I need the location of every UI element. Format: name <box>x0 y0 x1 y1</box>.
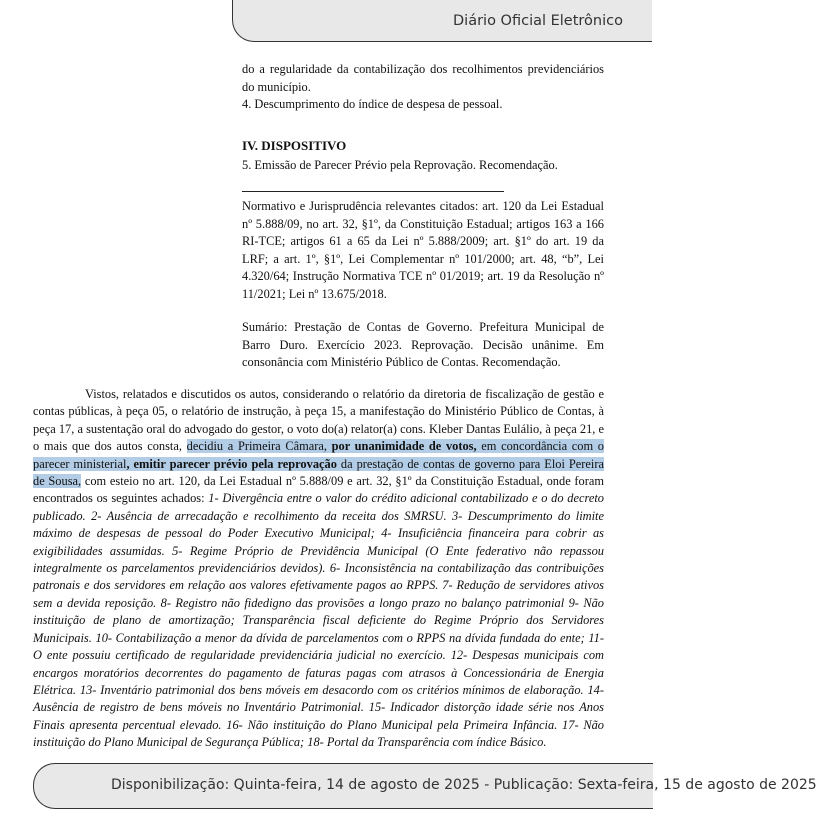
decision-basis: com esteio no art. 120, da Lei Estadual nº 5.888/09 e art. 32, §1º da Constituição Estadual, onde foram encontrados os seguintes achados: <box>33 474 604 506</box>
normativo-paragraph <box>242 198 604 303</box>
decision-paragraph <box>33 386 604 752</box>
highlight-unanimidade: por unanimidade de votos, <box>331 439 477 454</box>
page-header <box>232 0 652 42</box>
highlight-decidiu: decidiu a Primeira Câmara, <box>186 439 332 454</box>
item-4: 4. Descumprimento do índice de despesa de pessoal. <box>242 97 503 111</box>
achados-list: 1- Divergência entre o valor do crédito adicional contabilizado e o do decreto publicado. 2- Ausência de arrecadação e recolhimento da receita dos SMRSU. 3- Descumprimento do limite máximo de despesas de pessoal do Poder Executivo Municipal; 4- Insuficiência financeira para cobrir as exigibilidades assumidas. 5- Regime Próprio de Previdência Municipal (O Ente federativo não repassou integralmente os parcelamentos previdenciários devidos). 6- Inconsistência na contabilização das contribuições patronais e dos servidores em relação aos valores efetivamente pagos ao RPPS. 7- Redução de servidores ativos sem a devida reposição. 8- Registro não fidedigno das provisões a longo prazo no balanço patrimonial 9- Não instituição de plano de amortização; Transparência fiscal deficiente do Regime Próprio dos Servidores Municipais. 10- Contabilização a menor da dívida de parcelamentos com o RPPS na dívida fundada do ente; 11- O ente possuiu certificado de regularidade previdenciária judicial no exercício. 12- Despesas municipais com encargos moratórios decorrentes do pagamento de faturas pagas com atrasos à Concessionária de Energia Elétrica. 13- Inventário patrimonial dos bens móveis em desacordo com os critérios mínimos de elaboração. 14- Ausência de registro de bens móveis no Inventário Patrimonial. 15- Indicador distorção idade série nos Anos Finais apresenta percentual elevado. 16- Não instituição do Plano Municipal pela Primeira Infância. 17- Não instituição do Plano Municipal de Segurança Pública; 18- Portal da Transparência com índice Básico. <box>33 491 604 750</box>
item-5: 5. Emissão de Parecer Prévio pela Reprovação. Recomendação. <box>242 157 558 172</box>
main-decision-text <box>33 386 604 752</box>
decision-intro: Vistos, relatados e discutidos os autos, considerando o relatório da diretoria de fiscalização de gestão e contas públicas, à peça 05, o relatório de instrução, à peça 15, a manifestação do Ministério Público de Contas, à peça 17, a sustentação oral do advogado do gestor, o voto do(a) relator(a) cons. Kleber Dantas Eulálio, à peça 21, e o mais que dos autos consta, <box>33 387 604 454</box>
sumario-text: Sumário: Prestação de Contas de Governo. Prefeitura Municipal de Barro Duro. Exercício 2023. Reprovação. Decisão unânime. Em consonância com Ministério Público de Contas. Recomendação. <box>242 320 604 369</box>
header-title: Diário Oficial Eletrônico <box>453 13 623 29</box>
sumario-paragraph <box>242 319 604 372</box>
page-footer <box>33 763 817 809</box>
highlight-parecer-ministerial: em concordância com o parecer ministerial <box>33 439 604 471</box>
dispositivo-section <box>242 137 604 174</box>
continuation-line: do a regularidade da contabilização dos recolhimentos previdenciários do município. <box>242 62 604 94</box>
top-column-block1 <box>242 61 604 114</box>
footer-text: Disponibilização: Quinta-feira, 14 de agosto de 2025 - Publicação: Sexta-feira, 15 de agosto de 2025 <box>111 777 817 793</box>
normativo-text: Normativo e Jurisprudência relevantes citados: art. 120 da Lei Estadual nº 5.888/09, no art. 32, §1º, da Constituição Estadual; artigos 163 a 166 RI-TCE; artigos 61 a 65 da Lei nº 5.888/2009; art. §1º do art. 19 da LRF; a art. 1º, §1º, Lei Complementar nº 101/2000; art. 48, “b”, Lei 4.320/64; Instrução Normativa TCE nº 01/2019; art. 19 da Resolução nº 11/2021; Lei nº 13.675/2018. <box>242 199 604 301</box>
dispositivo-heading: IV. DISPOSITIVO <box>242 138 347 153</box>
highlight-emitir-parecer: , emitir parecer prévio pela reprovação <box>126 456 337 471</box>
section-divider <box>242 191 504 192</box>
highlight-prestacao-contas: da prestação de contas de governo para Eloi Pereira de Sousa, <box>33 456 604 489</box>
